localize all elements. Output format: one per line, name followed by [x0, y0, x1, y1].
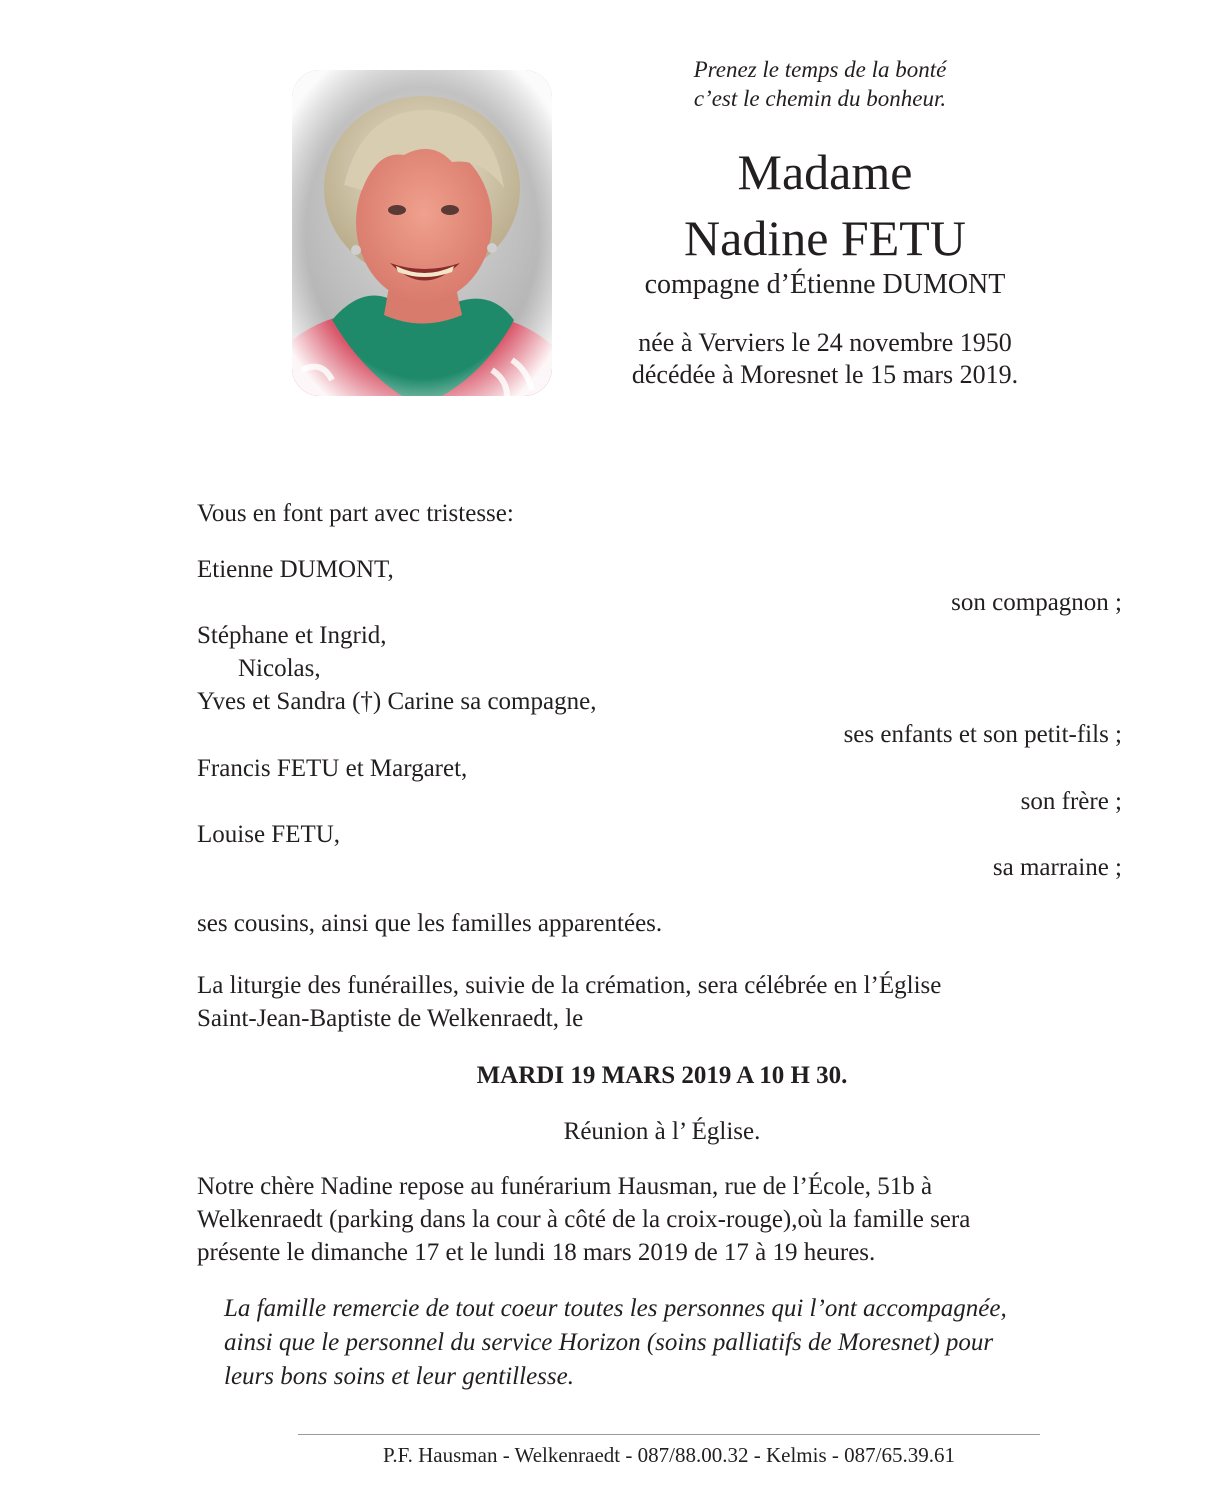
quote-line-2: c’est le chemin du bonheur.: [693, 86, 947, 111]
ceremony-line-2: Saint-Jean-Baptiste de Welkenraedt, le: [197, 1005, 584, 1032]
meeting-line: Réunion à l’ Église.: [563, 1118, 761, 1145]
family-member: Nicolas,: [238, 655, 321, 682]
family-member: Yves et Sandra (†) Carine sa compagne,: [197, 688, 597, 715]
announcement-intro: Vous en font part avec tristesse:: [197, 500, 514, 527]
family-member: Francis FETU et Margaret,: [197, 755, 468, 782]
deceased-name: Nadine FETU: [684, 210, 966, 266]
family-relation: sa marraine ;: [992, 854, 1122, 881]
visitation-line-3: présente le dimanche 17 et le lundi 18 mars 2019 de 17 à 19 heures.: [197, 1239, 876, 1266]
family-member: Etienne DUMONT,: [197, 556, 394, 583]
family-relation: son compagnon ;: [951, 589, 1122, 616]
ceremony-date: MARDI 19 MARS 2019 A 10 H 30.: [476, 1062, 848, 1089]
thanks-line-1: La famille remercie de tout coeur toutes les personnes qui l’ont accompagnée,: [224, 1295, 1007, 1322]
visitation-line-2: Welkenraedt (parking dans la cour à côté de la croix-rouge),où la famille sera: [197, 1206, 971, 1233]
family-relation: son frère ;: [1020, 788, 1122, 815]
family-member: Stéphane et Ingrid,: [197, 622, 387, 649]
deceased-title: Madame: [737, 144, 913, 200]
visitation-line-1: Notre chère Nadine repose au funérarium Hausman, rue de l’École, 51b à: [197, 1173, 933, 1200]
footer-contact: P.F. Hausman - Welkenraedt - 087/88.00.32 - Kelmis - 087/65.39.61: [383, 1443, 955, 1467]
footer-divider: [298, 1434, 1040, 1435]
portrait-illustration: [292, 70, 552, 396]
thanks-line-2: ainsi que le personnel du service Horizon (soins palliatifs de Moresnet) pour: [224, 1329, 994, 1356]
birth-line: née à Verviers le 24 novembre 1950: [638, 328, 1012, 357]
ceremony-line-1: La liturgie des funérailles, suivie de la crémation, sera célébrée en l’Église: [197, 972, 942, 999]
family-member: Louise FETU,: [197, 821, 341, 848]
portrait-photo: [292, 70, 552, 396]
cousins-line: ses cousins, ainsi que les familles apparentées.: [197, 910, 663, 937]
death-line: décédée à Moresnet le 15 mars 2019.: [631, 360, 1019, 389]
family-relation: ses enfants et son petit-fils ;: [843, 721, 1122, 748]
companion-line: compagne d’Étienne DUMONT: [644, 269, 1006, 300]
thanks-line-3: leurs bons soins et leur gentillesse.: [224, 1363, 574, 1390]
quote-line-1: Prenez le temps de la bonté: [693, 57, 947, 82]
